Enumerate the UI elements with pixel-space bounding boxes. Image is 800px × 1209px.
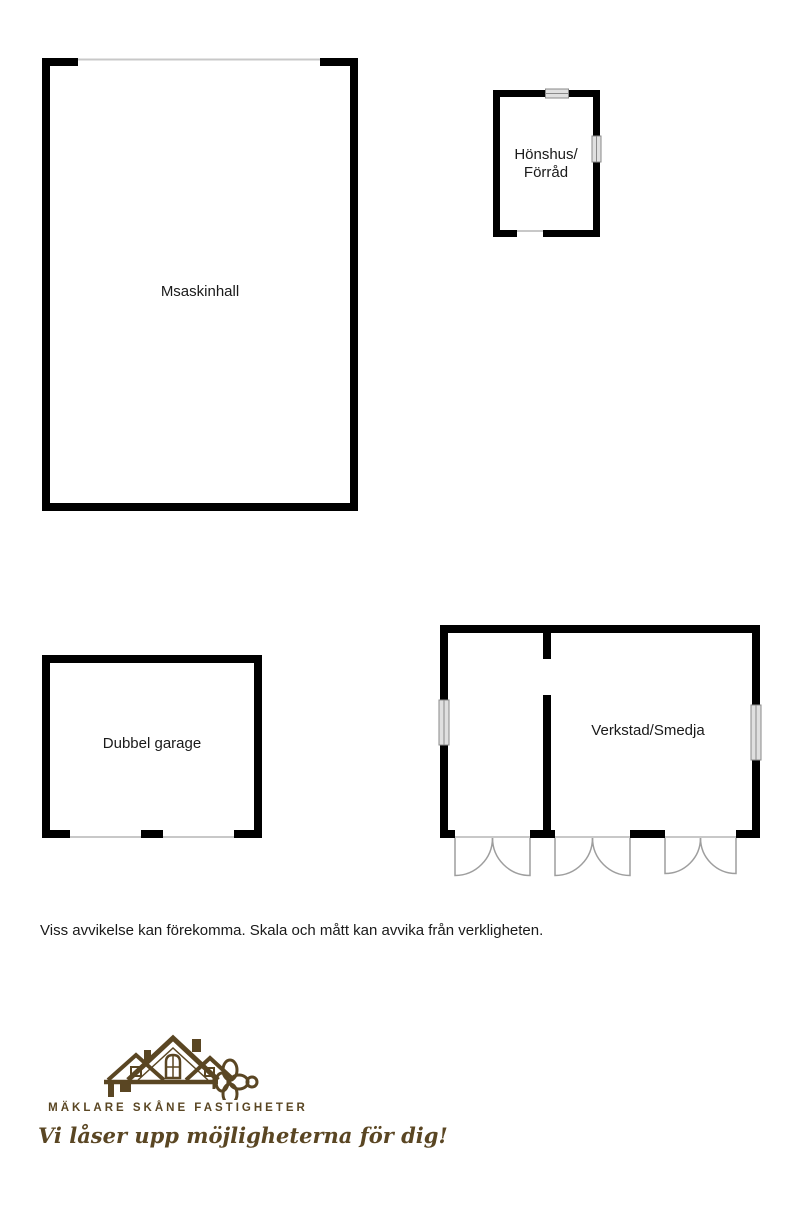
maskinhall-wall-right [350, 58, 358, 511]
maskinhall-wall-bottom [42, 503, 358, 511]
verkstad-double-door-3 [665, 837, 736, 874]
building-verkstad [439, 625, 761, 876]
verkstad-door1-left-leaf [455, 838, 493, 876]
verkstad-door3-right-leaf [701, 838, 737, 874]
verkstad-interior-wall-lower [543, 695, 551, 830]
verkstad-door2-left-leaf [555, 838, 593, 876]
verkstad-wall-bottom-seg4 [736, 830, 760, 838]
honshus-wall-left [493, 90, 500, 237]
disclaimer-text: Viss avvikelse kan förekomma. Skala och mått kan avvika från verkligheten. [40, 922, 544, 939]
garage-wall-bottom-middle [141, 830, 163, 838]
verkstad-double-door-2 [555, 837, 630, 876]
house-key-logo-icon [96, 1030, 261, 1100]
room-label-honshus-line2: Förråd [523, 164, 569, 181]
broker-logo [38, 1030, 448, 1148]
verkstad-door2-right-leaf [593, 838, 631, 876]
garage-wall-left [42, 655, 50, 838]
garage-wall-bottom-left [42, 830, 70, 838]
logo-tagline-text: Vi låser upp möjligheterna för dig! [38, 1123, 448, 1148]
verkstad-wall-bottom-seg1 [440, 830, 455, 838]
garage-wall-right [254, 655, 262, 838]
room-label-garage: Dubbel garage [102, 735, 202, 752]
logo-brand-text: MÄKLARE SKÅNE FASTIGHETER [48, 1102, 308, 1114]
garage-wall-bottom-right [234, 830, 262, 838]
room-label-maskinhall: Msaskinhall [160, 283, 240, 300]
verkstad-door3-left-leaf [665, 838, 701, 874]
honshus-wall-right [593, 90, 600, 237]
room-label-verkstad: Verkstad/Smedja [591, 722, 705, 739]
verkstad-wall-bottom-seg3 [630, 830, 665, 838]
room-label-honshus-line1: Hönshus/ [514, 146, 578, 163]
verkstad-door1-right-leaf [493, 838, 531, 876]
verkstad-interior-wall-upper [543, 633, 551, 659]
verkstad-wall-bottom-seg2 [530, 830, 555, 838]
verkstad-double-door-1 [455, 837, 530, 876]
honshus-wall-bottom-right [543, 230, 600, 237]
verkstad-wall-top [440, 625, 760, 633]
maskinhall-wall-left [42, 58, 50, 511]
honshus-wall-bottom-left [493, 230, 517, 237]
garage-wall-top [42, 655, 262, 663]
room-label-honshus [514, 146, 577, 182]
